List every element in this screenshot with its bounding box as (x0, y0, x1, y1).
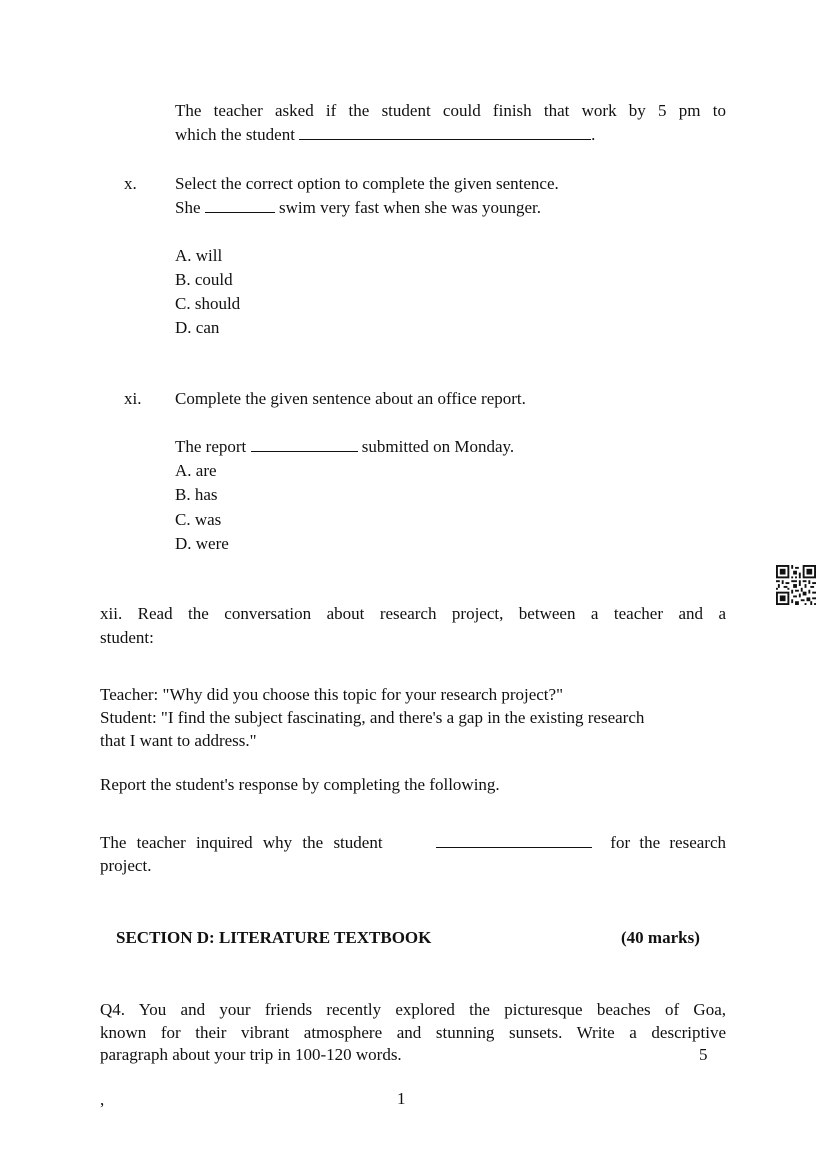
q-x-number: x. (124, 174, 137, 193)
q-xi-prompt: Complete the given sentence about an office report. (175, 389, 526, 408)
q4-line1: Q4. You and your friends recently explored the picturesque beaches of Goa, (100, 1000, 726, 1019)
q-x-option-b: B. could (175, 270, 233, 289)
q-ix-line2 (175, 125, 595, 145)
q-x-prompt: Select the correct option to complete the given sentence. (175, 174, 559, 193)
page-number: 1 (397, 1089, 406, 1108)
q-xii-instruction: Report the student's response by completing the following. (100, 775, 500, 794)
q-x-sentence-start: She (175, 198, 201, 217)
q-ix-line1: The teacher asked if the student could finish that work by 5 pm to (175, 101, 726, 120)
answer-blank (205, 198, 275, 213)
q-xi-sentence-start: The report (175, 437, 247, 456)
q-xi-option-a: A. are (175, 461, 217, 480)
answer-blank (299, 125, 591, 140)
qr-code-icon (776, 565, 816, 605)
dialogue-student-line2: that I want to address." (100, 731, 257, 750)
section-heading: SECTION D: LITERATURE TEXTBOOK (116, 928, 432, 947)
q4-line2: known for their vibrant atmosphere and stunning sunsets. Write a descriptive (100, 1023, 726, 1042)
q-ix-line2-start: which the student (175, 125, 295, 144)
q-xi-sentence (175, 437, 514, 457)
q-x-sentence (175, 198, 541, 218)
q-xi-option-b: B. has (175, 485, 218, 504)
q4-line3: paragraph about your trip in 100-120 words. (100, 1045, 402, 1064)
q-x-option-a: A. will (175, 246, 223, 265)
footer-mark: , (100, 1090, 105, 1109)
section-marks: (40 marks) (621, 928, 700, 947)
q-ix-line2-end: . (591, 125, 596, 144)
dialogue-student-line1: Student: "I find the subject fascinating, and there's a gap in the existing research (100, 708, 645, 727)
q-xii-line2: student: (100, 628, 154, 647)
dialogue-teacher: Teacher: "Why did you choose this topic for your research project?" (100, 685, 564, 704)
q-xii-answer-end: for the research (610, 833, 726, 852)
q-xi-sentence-end: submitted on Monday. (361, 437, 515, 456)
answer-blank (436, 833, 592, 848)
q-xii-answer-start (100, 833, 418, 853)
q-xii-line1: xii. Read the conversation about research project, between a teacher and a (100, 604, 726, 623)
q-x-sentence-end: swim very fast when she was younger. (279, 198, 542, 217)
answer-blank (251, 437, 358, 452)
q-xi-number: xi. (124, 389, 142, 408)
q4-marks: 5 (699, 1045, 708, 1064)
q-xi-option-c: C. was (175, 510, 222, 529)
q-xii-answer-line1 (100, 833, 726, 853)
q-xii-answer-start-text: The teacher inquired why the student (100, 833, 383, 852)
q-xi-option-d: D. were (175, 534, 229, 553)
q-xii-answer-line2: project. (100, 856, 152, 875)
q-x-option-c: C. should (175, 294, 241, 313)
q-x-option-d: D. can (175, 318, 220, 337)
